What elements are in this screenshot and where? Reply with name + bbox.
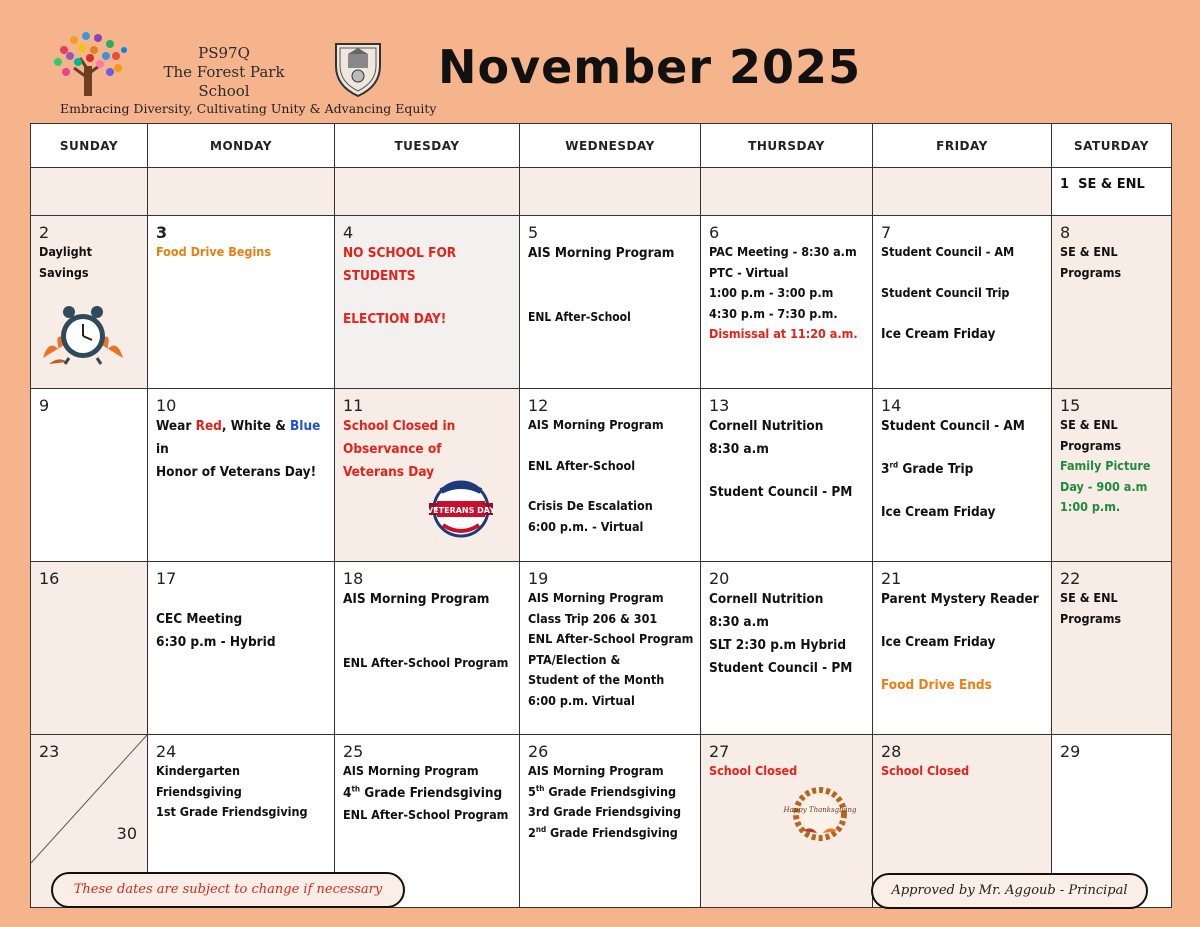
event-text: Grade Friendsgiving <box>546 824 678 840</box>
weekday-tuesday: TUESDAY <box>335 124 520 168</box>
day-cell-22 <box>1052 562 1172 735</box>
event: 6:00 p.m. Virtual <box>528 692 635 708</box>
day-cell-27 <box>701 735 873 908</box>
event: Food Drive Ends <box>881 677 992 693</box>
event: Student Council - AM <box>881 418 1025 434</box>
day-number: 27 <box>709 742 730 761</box>
disclaimer-note: These dates are subject to change if necessary <box>51 872 405 908</box>
event: School Closed in <box>343 418 456 434</box>
day-cell-14 <box>873 389 1052 562</box>
week-row <box>31 216 1172 389</box>
event: Kindergarten Friendsgiving <box>156 763 242 799</box>
day-cell-empty <box>873 168 1052 216</box>
day-number: 30 <box>116 824 137 843</box>
day-cell-empty <box>148 168 335 216</box>
day-number: 21 <box>881 569 902 588</box>
event: Programs <box>1060 264 1122 280</box>
weekday-wednesday: WEDNESDAY <box>520 124 701 168</box>
event: 3rd Grade Friendsgiving <box>528 804 682 819</box>
event: Observance of <box>343 441 442 457</box>
veterans-badge-text: VETERANS DAY <box>426 506 496 515</box>
event: 8:30 a.m <box>709 441 769 457</box>
weekday-thursday: THURSDAY <box>701 124 873 168</box>
day-number: 26 <box>528 742 549 761</box>
day-cell-empty <box>31 168 148 216</box>
week-row <box>31 389 1172 562</box>
calendar-grid <box>30 123 1172 908</box>
day-cell-16 <box>31 562 148 735</box>
event: AIS Morning Program <box>528 245 675 261</box>
day-cell-20 <box>701 562 873 735</box>
event: Programs <box>1060 437 1122 453</box>
event: Ice Cream Friday <box>881 326 996 342</box>
event: ENL After-School <box>528 457 636 473</box>
day-cell-26 <box>520 735 701 908</box>
day-number: 19 <box>528 569 549 588</box>
day-number: 8 <box>1060 223 1071 242</box>
day-cell-empty <box>701 168 873 216</box>
event: Cornell Nutrition <box>709 591 824 607</box>
day-number: 10 <box>156 396 177 415</box>
day-1-content <box>1052 168 1171 192</box>
event-superscript: th <box>535 783 545 793</box>
event-text: 5 <box>528 783 536 799</box>
school-crest-icon <box>326 36 390 100</box>
event <box>148 415 334 461</box>
event-text: Grade Friendsgiving <box>360 784 503 801</box>
day-number: 25 <box>343 742 364 761</box>
event: ENL After-School Program <box>343 806 509 822</box>
event-text: Wear <box>156 418 192 434</box>
event: AIS Morning Program <box>343 591 490 607</box>
event: School Closed <box>881 763 970 778</box>
day-cell-12 <box>520 389 701 562</box>
school-title: The Forest Park School <box>163 63 285 100</box>
day-number: 1 <box>1060 177 1070 192</box>
day-cell-3 <box>148 216 335 389</box>
day-number: 11 <box>343 396 364 415</box>
event: 1:00 p.m - 3:00 p.m <box>709 285 834 300</box>
day-cell-4 <box>335 216 520 389</box>
event: Programs <box>1060 610 1122 626</box>
calendar-header <box>0 0 1200 122</box>
event: Daylight <box>39 244 93 259</box>
day-cell-6 <box>701 216 873 389</box>
day-number: 9 <box>39 396 50 415</box>
day-number: 13 <box>709 396 730 415</box>
event: SE & ENL <box>1060 417 1118 432</box>
event: Veterans Day <box>343 464 435 480</box>
event: 4:30 p.m - 7:30 p.m. <box>709 305 838 321</box>
day-number: 3 <box>156 223 168 242</box>
day-number: 14 <box>881 396 902 415</box>
event: Dismissal at 11:20 a.m. <box>709 326 858 341</box>
weekday-monday: MONDAY <box>148 124 335 168</box>
event-text: 3 <box>881 461 890 477</box>
event: AIS Morning Program <box>528 590 664 605</box>
weekday-header-row <box>31 124 1172 168</box>
event: 1st Grade Friendsgiving <box>156 804 308 819</box>
event-superscript: rd <box>889 460 899 470</box>
event: ENL After-School Program <box>528 631 694 646</box>
event: Cornell Nutrition <box>709 418 824 434</box>
event-text: Grade Trip <box>898 461 974 477</box>
thanks-badge-text: Happy Thanksgiving <box>783 806 857 814</box>
event-text: , White & <box>221 418 291 434</box>
day-number: 6 <box>709 223 720 242</box>
day-cell-9 <box>31 389 148 562</box>
day-number: 15 <box>1060 396 1081 415</box>
day-number: 17 <box>156 569 177 588</box>
event: AIS Morning Program <box>528 763 664 778</box>
event-text: 2 <box>528 824 536 840</box>
event <box>335 782 519 805</box>
day-cell-18 <box>335 562 520 735</box>
day-number: 24 <box>156 742 177 761</box>
event: AIS Morning Program <box>528 417 664 432</box>
page-title: November 2025 <box>438 40 862 94</box>
event-superscript: th <box>351 784 361 793</box>
day-number: 22 <box>1060 569 1081 588</box>
alarm-clock-icon <box>39 298 127 368</box>
event: 6:30 p.m - Hybrid <box>156 634 276 650</box>
event-text: 4 <box>343 784 352 801</box>
day-number: 29 <box>1060 742 1081 761</box>
event: AIS Morning Program <box>343 763 479 778</box>
event: PTC - Virtual <box>709 264 789 280</box>
event-superscript: nd <box>535 824 547 834</box>
school-tagline: Embracing Diversity, Cultivating Unity & Advancing Equity <box>60 101 437 116</box>
event: ENL After-School Program <box>343 655 509 670</box>
day-number: 18 <box>343 569 364 588</box>
event: SLT 2:30 p.m Hybrid <box>709 637 847 653</box>
day-number: 5 <box>528 223 539 242</box>
day-cell-21 <box>873 562 1052 735</box>
day-cell-8 <box>1052 216 1172 389</box>
event: Parent Mystery Reader <box>881 591 1039 607</box>
weekday-sunday: SUNDAY <box>31 124 148 168</box>
event: Student Council - PM <box>709 484 853 500</box>
event <box>520 823 700 844</box>
event: Ice Cream Friday <box>881 504 996 520</box>
event: PAC Meeting - 8:30 a.m <box>709 244 857 259</box>
event-text: in <box>156 441 169 457</box>
event: ELECTION DAY! <box>343 311 447 327</box>
day-number: 23 <box>39 742 60 761</box>
day-cell-11 <box>335 389 520 562</box>
event: Honor of Veterans Day! <box>156 464 317 480</box>
day-cell-10 <box>148 389 335 562</box>
day-number: 2 <box>39 223 50 242</box>
weekday-saturday: SATURDAY <box>1052 124 1172 168</box>
veterans-day-badge-icon <box>425 479 497 539</box>
approval-note: Approved by Mr. Aggoub - Principal <box>871 873 1148 909</box>
event: SE & ENL <box>1060 244 1118 259</box>
event: Student Council Trip <box>881 284 1010 300</box>
event: Ice Cream Friday <box>881 634 996 650</box>
day-number: 16 <box>39 569 60 588</box>
event-text-blue: Blue <box>290 418 321 434</box>
week-row <box>31 168 1172 216</box>
event: NO SCHOOL FOR STUDENTS <box>343 245 457 284</box>
event: School Closed <box>709 763 798 778</box>
event: Savings <box>39 264 89 280</box>
event: Crisis De Escalation <box>528 498 653 513</box>
day-number: 4 <box>343 223 354 242</box>
event: Student of the Month <box>528 672 665 687</box>
event: SE & ENL <box>1060 590 1118 605</box>
event: ENL After-School <box>528 310 631 324</box>
event-text: Grade Friendsgiving <box>544 783 677 799</box>
day-number: 7 <box>881 223 892 242</box>
day-cell-empty <box>335 168 520 216</box>
event-text-red: Red <box>195 418 222 434</box>
event: Food Drive Begins <box>156 244 272 259</box>
day-cell-15 <box>1052 389 1172 562</box>
event: Student Council - AM <box>881 244 1015 259</box>
day-number: 28 <box>881 742 902 761</box>
day-cell-13 <box>701 389 873 562</box>
day-cell-7 <box>873 216 1052 389</box>
day-cell-19 <box>520 562 701 735</box>
event: SE & ENL <box>1078 177 1145 192</box>
split-cell-divider <box>31 735 147 863</box>
day-cell-2 <box>31 216 148 389</box>
event: 6:00 p.m. - Virtual <box>528 518 644 534</box>
event <box>520 782 700 803</box>
event: Day - 900 a.m <box>1060 478 1148 494</box>
week-row <box>31 562 1172 735</box>
event: Student Council - PM <box>709 660 853 676</box>
day-number: 20 <box>709 569 730 588</box>
day-number: 12 <box>528 396 549 415</box>
day-cell-empty <box>520 168 701 216</box>
day-cell-1 <box>1052 168 1172 216</box>
day-cell-17 <box>148 562 335 735</box>
weekday-friday: FRIDAY <box>873 124 1052 168</box>
day-cell-5 <box>520 216 701 389</box>
tree-logo-icon <box>44 28 134 100</box>
event: PTA/Election & <box>528 651 621 667</box>
event: 1:00 p.m. <box>1060 499 1121 514</box>
school-code: PS97Q <box>198 44 250 62</box>
event: CEC Meeting <box>156 611 243 627</box>
thanksgiving-wreath-icon <box>783 785 857 843</box>
event: 8:30 a.m <box>709 614 769 630</box>
event: Family Picture <box>1060 458 1151 473</box>
event <box>873 458 1051 481</box>
event: Class Trip 206 & 301 <box>528 610 658 626</box>
school-name <box>136 44 312 101</box>
